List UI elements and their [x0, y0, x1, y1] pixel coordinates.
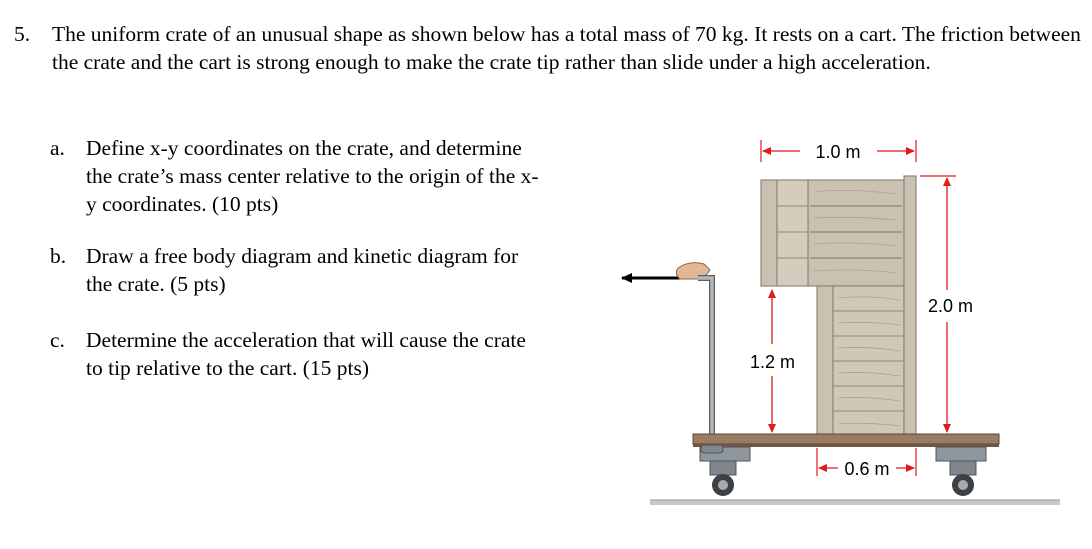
ground	[650, 500, 1060, 505]
dimension-bottom-width	[817, 448, 916, 479]
right-caster	[936, 447, 986, 496]
part-c-line-1: Determine the acceleration that will cause the crate	[86, 328, 526, 352]
dim-total-height-label: 2.0 m	[928, 296, 974, 316]
part-c-letter: c.	[50, 328, 65, 352]
problem-statement: The uniform crate of an unusual shape as shown below has a total mass of 70 kg. It rests on a cart. The friction between the crate and the cart is strong enough to make the crate tip rather than slide under a high acceleration.	[52, 22, 1081, 74]
problem-number: 5.	[14, 22, 31, 46]
cart-deck	[693, 434, 999, 447]
part-b-line-1: Draw a free body diagram and kinetic diagram for	[86, 244, 519, 268]
handle-bracket	[701, 445, 723, 453]
part-c-text	[86, 326, 526, 382]
dim-top-width-label: 1.0 m	[815, 142, 861, 162]
cart-handle	[698, 278, 712, 448]
crate-upper-block	[761, 180, 904, 286]
dimension-top-width	[761, 140, 916, 162]
part-a-text	[86, 134, 539, 218]
crate-cart-figure	[600, 130, 1070, 530]
crate-lower-column	[817, 286, 904, 438]
dimension-lower-height	[750, 290, 795, 432]
dimension-total-height	[920, 176, 973, 432]
dim-lower-height-label: 1.2 m	[750, 352, 796, 372]
part-a-letter: a.	[50, 136, 65, 160]
part-c-line-2: to tip relative to the cart. (15 pts)	[86, 356, 369, 380]
part-b-letter: b.	[50, 244, 67, 268]
crate-right-post	[904, 176, 916, 438]
part-a-line-1: Define x-y coordinates on the crate, and determine	[86, 136, 522, 160]
part-b-line-2: the crate. (5 pts)	[86, 272, 226, 296]
part-a-line-2: the crate’s mass center relative to the origin of the x-	[86, 164, 539, 188]
dim-bottom-width-label: 0.6 m	[844, 459, 890, 479]
left-caster	[700, 447, 750, 496]
part-a-line-3: y coordinates. (10 pts)	[86, 192, 279, 216]
part-b-text	[86, 242, 518, 298]
